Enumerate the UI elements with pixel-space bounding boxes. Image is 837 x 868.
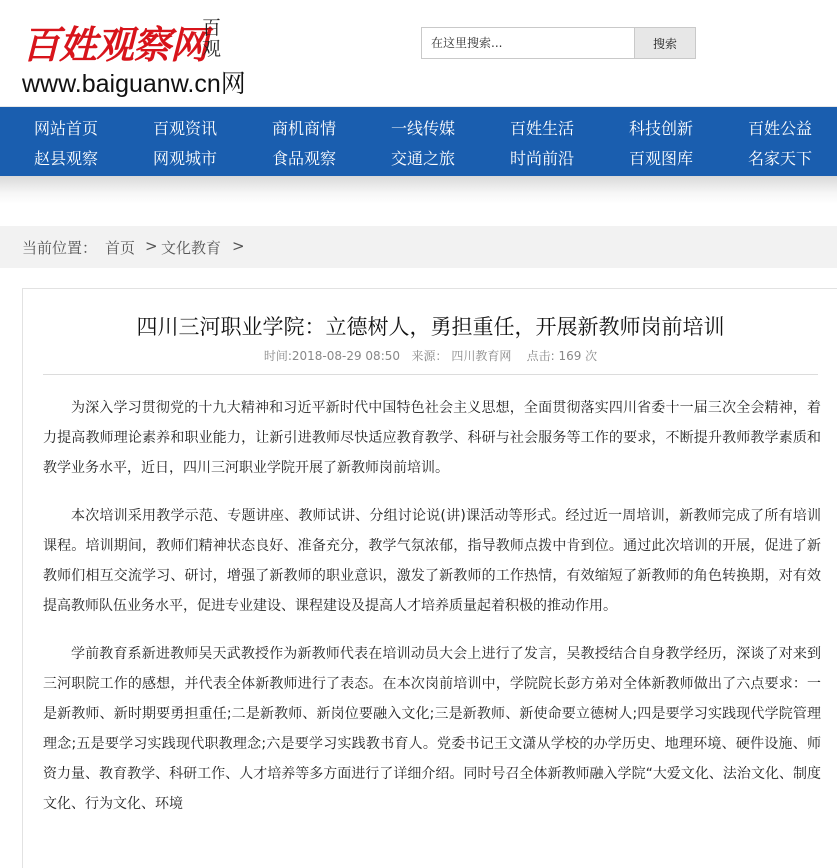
nav-item-tech[interactable]: 科技创新 bbox=[628, 119, 693, 138]
article-clicks: 点击: 169 次 bbox=[526, 349, 598, 363]
article bbox=[22, 288, 837, 868]
nav-item-fashion[interactable]: 时尚前沿 bbox=[509, 149, 574, 168]
nav-item-gallery[interactable]: 百观图库 bbox=[628, 149, 693, 168]
logo-side-text: 百观 bbox=[202, 17, 222, 60]
breadcrumb-label: 当前位置： bbox=[22, 239, 98, 257]
article-title: 四川三河职业学院：立德树人，勇担重任，开展新教师岗前培训 bbox=[136, 315, 725, 339]
nav-item-media[interactable]: 一线传媒 bbox=[390, 119, 455, 138]
breadcrumb-home[interactable]: 首页 bbox=[105, 239, 136, 257]
nav-row-1 bbox=[0, 114, 837, 144]
article-time: 时间:2018-08-29 08:50 bbox=[263, 349, 401, 363]
main-nav bbox=[0, 106, 837, 177]
nav-item-charity[interactable]: 百姓公益 bbox=[747, 119, 812, 138]
logo-chinese-name: 百姓观察网 bbox=[22, 22, 208, 67]
nav-item-home[interactable]: 网站首页 bbox=[33, 119, 98, 138]
nav-shadow bbox=[0, 176, 837, 204]
nav-item-news[interactable]: 百观资讯 bbox=[152, 119, 217, 138]
breadcrumb-sep-1: > bbox=[145, 237, 158, 255]
breadcrumb-category[interactable]: 文化教育 bbox=[161, 239, 222, 257]
nav-item-business[interactable]: 商机商情 bbox=[271, 119, 336, 138]
search-box bbox=[421, 27, 696, 61]
article-divider bbox=[43, 374, 818, 375]
nav-item-city[interactable]: 网观城市 bbox=[152, 149, 217, 168]
article-meta bbox=[23, 347, 837, 364]
search-input[interactable] bbox=[421, 27, 634, 59]
article-paragraph-3: 学前教育系新进教师吴天武教授作为新教师代表在培训动员大会上进行了发言，吴教授结合自身教学经历，深谈了对来到三河职院工作的感想，并代表全体新教师进行了表态。在本次岗前培训中，学院院长彭方弟对全体新教师做出了六点要求：一是新教师、新时期要勇担重任;二是新教师、新岗位要融入文化;三是新教师、新使命要立德树人;四是要学习实践现代学院管理理念;五是要学习实践现代职教理念;六是要学习实践教书育人。党委书记王文潇从学校的办学历史、地理环境、硬件设施、师资力量、教育教学、科研工作、人才培养等多方面进行了详细介绍。同时号召全体新教师融入学院“大爱文化、法治文化、制度文化、行为文化、环境 bbox=[43, 646, 821, 812]
nav-item-famous[interactable]: 名家天下 bbox=[747, 149, 812, 168]
article-paragraph-2: 本次培训采用教学示范、专题讲座、教师试讲、分组讨论说(讲)课活动等形式。经过近一周培训，新教师完成了所有培训课程。培训期间，教师们精神状态良好、准备充分，教学气氛浓郁，指导教师点拨中肯到位。通过此次培训的开展，促进了新教师们相互交流学习、研讨，增强了新教师的职业意识，激发了新教师的工作热情，有效缩短了新教师的角色转换期，对有效提高教师队伍业务水平，促进专业建设、课程建设及提高人才培养质量起着积极的推动作用。 bbox=[43, 508, 821, 614]
logo-url: www.baiguanw.cn网 bbox=[22, 70, 246, 98]
site-logo[interactable] bbox=[22, 14, 246, 98]
nav-item-zhaoxian[interactable]: 赵县观察 bbox=[33, 149, 98, 168]
nav-row-2 bbox=[0, 144, 837, 174]
site-header bbox=[0, 0, 837, 106]
article-source: 四川教育网 bbox=[451, 349, 512, 363]
breadcrumb bbox=[0, 226, 837, 268]
article-source-label: 来源： bbox=[411, 349, 448, 363]
breadcrumb-sep-2: > bbox=[232, 237, 245, 255]
nav-item-life[interactable]: 百姓生活 bbox=[509, 119, 574, 138]
article-paragraph-1: 为深入学习贯彻党的十九大精神和习近平新时代中国特色社会主义思想，全面贯彻落实四川省委十一届三次全会精神，着力提高教师理论素养和职业能力，让新引进教师尽快适应教育教学、科研与社会服务等工作的要求，不断提升教师教学素质和教学业务水平，近日，四川三河职业学院开展了新教师岗前培训。 bbox=[43, 400, 821, 476]
article-body bbox=[43, 393, 821, 837]
search-button[interactable]: 搜索 bbox=[634, 27, 696, 59]
nav-item-travel[interactable]: 交通之旅 bbox=[390, 149, 455, 168]
nav-item-food[interactable]: 食品观察 bbox=[271, 149, 336, 168]
